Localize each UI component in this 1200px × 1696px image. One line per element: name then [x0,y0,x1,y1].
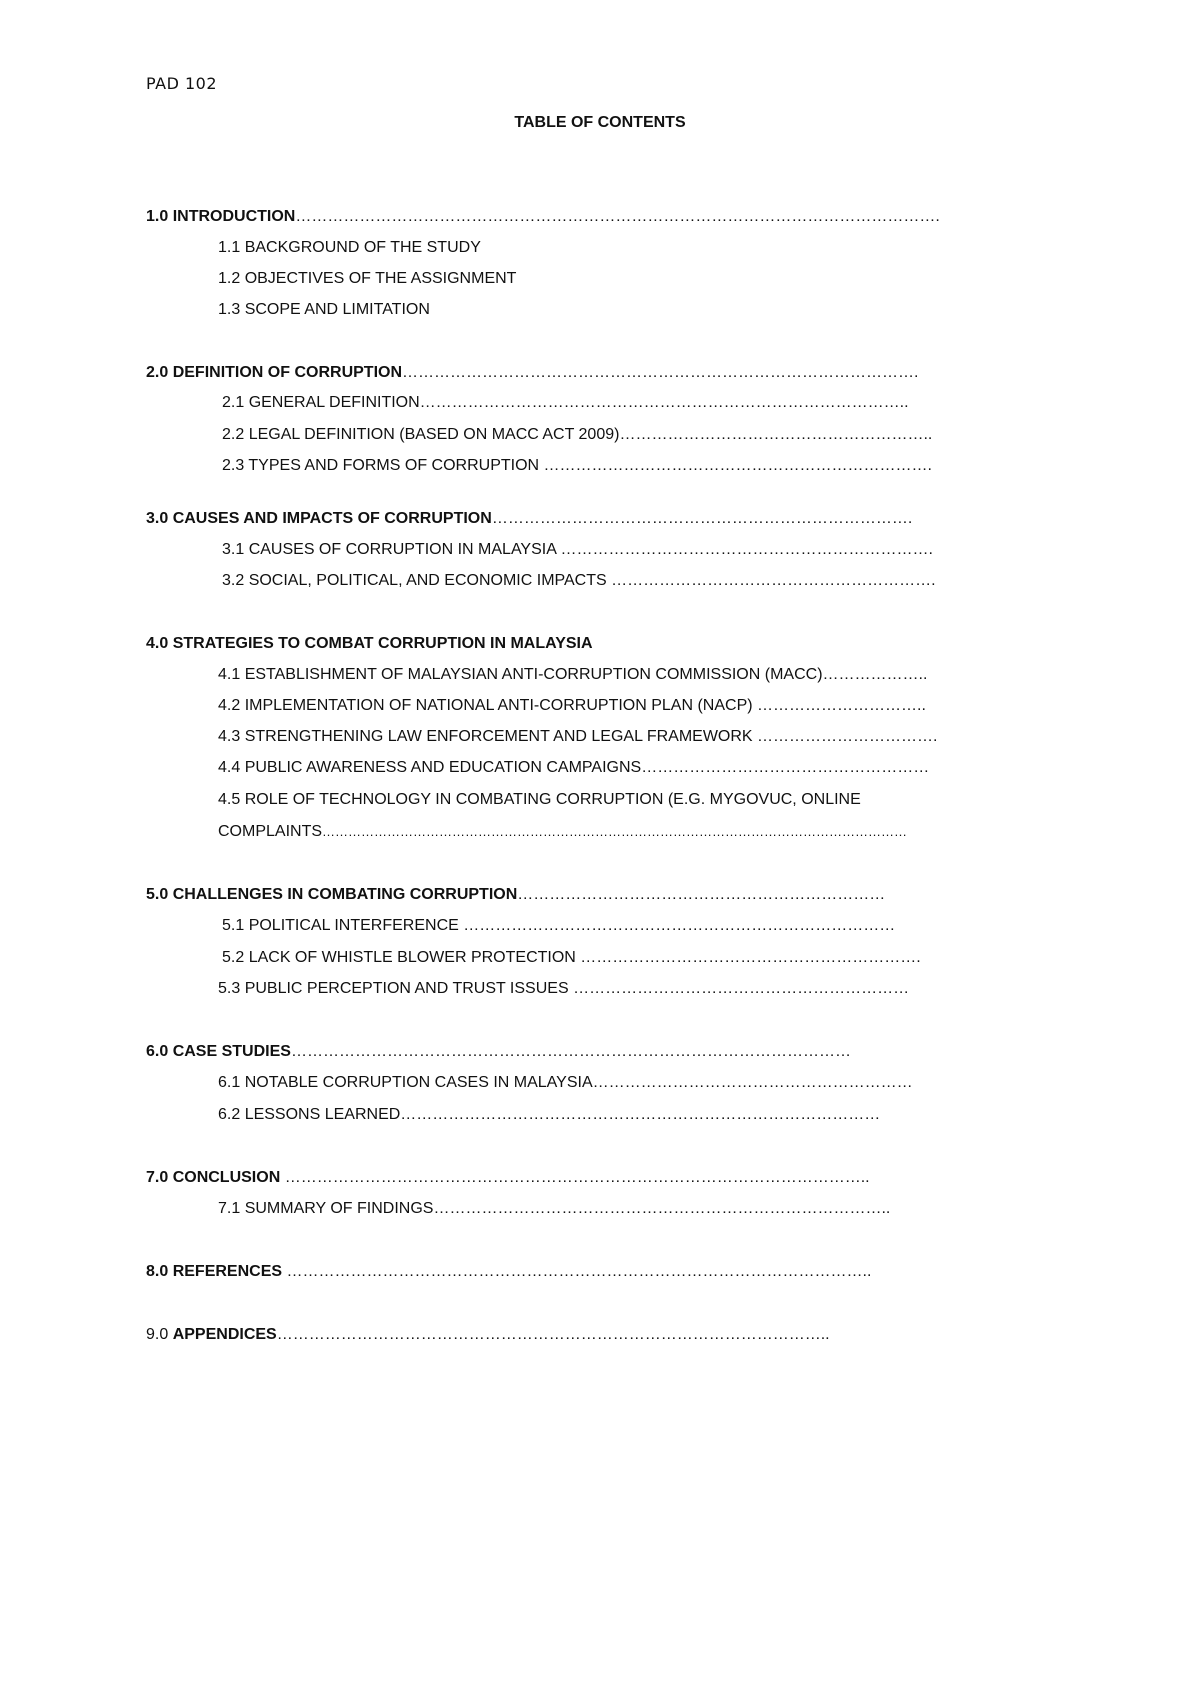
toc-entry-4-2: 4.2 IMPLEMENTATION OF NATIONAL ANTI-CORRUPTION PLAN (NACP) ………………………….. [218,697,926,714]
toc-entry-4-4: 4.4 PUBLIC AWARENESS AND EDUCATION CAMPAIGNS……………………………………………… [218,759,930,776]
toc-entry-5-3: 5.3 PUBLIC PERCEPTION AND TRUST ISSUES ……………………………………………………… [218,980,910,997]
toc-entry-4-3: 4.3 STRENGTHENING LAW ENFORCEMENT AND LEGAL FRAMEWORK ……………………………. [218,728,938,745]
toc-entry-5-2: 5.2 LACK OF WHISTLE BLOWER PROTECTION ………………………………………………………. [222,949,921,966]
toc-entry-5-1: 5.1 POLITICAL INTERFERENCE ……………………………………………………………………… [222,917,896,934]
toc-entry-1-3: 1.3 SCOPE AND LIMITATION [218,301,430,318]
toc-entry-2-2: 2.2 LEGAL DEFINITION (BASED ON MACC ACT 2009)………………………………………………….. [222,426,933,443]
toc-entry-1-1: 1.1 BACKGROUND OF THE STUDY [218,239,481,256]
toc-entry-8-0: 8.0 REFERENCES ……………………………………………………………………………………………….. [146,1263,872,1280]
toc-entry-5-0: 5.0 CHALLENGES IN COMBATING CORRUPTION…………………………………………………………… [146,886,886,903]
toc-entry-3-2: 3.2 SOCIAL, POLITICAL, AND ECONOMIC IMPACTS ……………………………………………………. [222,572,936,589]
toc-entry-6-1: 6.1 NOTABLE CORRUPTION CASES IN MALAYSIA…………………………………………………… [218,1074,913,1091]
toc-entry-6-2: 6.2 LESSONS LEARNED……………………………………………………………………………… [218,1106,881,1123]
page-header: PAD 102 [146,74,218,93]
toc-entry-3-1: 3.1 CAUSES OF CORRUPTION IN MALAYSIA ……………………………………………………………. [222,541,933,558]
toc-entry-3-0: 3.0 CAUSES AND IMPACTS OF CORRUPTION……………………………………………………………………. [146,510,913,527]
toc-entry-1-0: 1.0 INTRODUCTION…………………………………………………………………………………………………………. [146,208,940,225]
toc-entry-2-3: 2.3 TYPES AND FORMS OF CORRUPTION ………………………………………………………………. [222,457,932,474]
toc-entry-4-5: 4.5 ROLE OF TECHNOLOGY IN COMBATING CORRUPTION (E.G. MYGOVUC, ONLINE [218,791,861,808]
toc-entry-7-1: 7.1 SUMMARY OF FINDINGS………………………………………………………………………….. [218,1200,891,1217]
toc-entry-9-0: 9.0 APPENDICES………………………………………………………………………………………….. [146,1326,830,1343]
toc-entry-2-1: 2.1 GENERAL DEFINITION……………………………………………………………………………….. [222,394,909,411]
page-title: TABLE OF CONTENTS [514,114,686,131]
toc-entry-6-0: 6.0 CASE STUDIES…………………………………………………………………………………………… [146,1043,851,1060]
toc-entry-1-2: 1.2 OBJECTIVES OF THE ASSIGNMENT [218,270,517,287]
toc-entry-2-0: 2.0 DEFINITION OF CORRUPTION……………………………………………………………………………………. [146,364,919,381]
toc-entry-7-0: 7.0 CONCLUSION ……………………………………………………………………………………………….. [146,1169,870,1186]
toc-entry-4-0: 4.0 STRATEGIES TO COMBAT CORRUPTION IN MALAYSIA [146,635,593,652]
toc-entry-4-5-cont: COMPLAINTS……………………………………………………………………………………………………………………… [218,823,908,840]
toc-entry-4-1: 4.1 ESTABLISHMENT OF MALAYSIAN ANTI-CORRUPTION COMMISSION (MACC)……………….. [218,666,928,683]
